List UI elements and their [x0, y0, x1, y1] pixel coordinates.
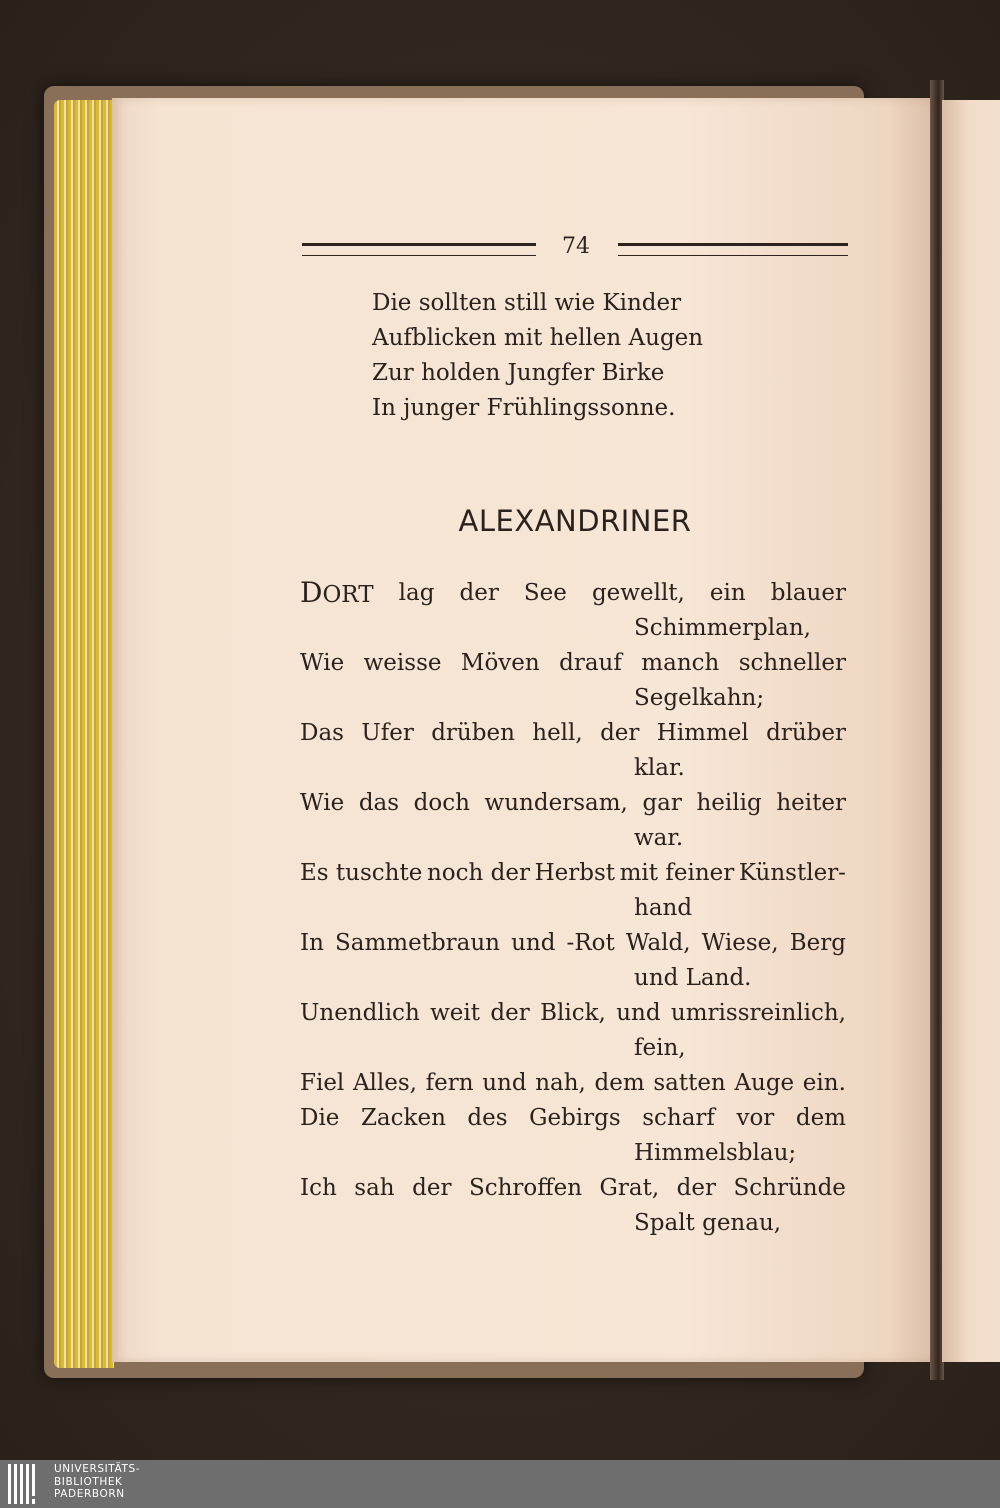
poem-line-continuation: Himmelsblau;: [634, 1140, 797, 1166]
poem-line: [300, 998, 846, 1028]
poem-word: des: [467, 1105, 508, 1131]
poem-word: dem: [594, 1070, 645, 1096]
library-name: [54, 1463, 140, 1501]
page-edges: [54, 100, 114, 1368]
library-name-line: UNIVERSITÄTS-: [54, 1463, 141, 1475]
poem-line: [300, 788, 846, 818]
poem-word: Berg: [789, 930, 846, 956]
poem-word: vor: [736, 1105, 775, 1131]
poem-word: wundersam,: [484, 790, 628, 816]
library-footer: [0, 1460, 1000, 1508]
poem-word: ein.: [802, 1070, 846, 1096]
poem-word: Auge: [734, 1070, 795, 1096]
poem-word: sah: [354, 1175, 395, 1201]
poem-word: Alles,: [352, 1070, 417, 1096]
poem-word: blauer: [770, 580, 846, 606]
poem-initial: D: [300, 576, 323, 609]
poem-word: Ich: [300, 1175, 337, 1201]
poem-line: [300, 1173, 846, 1203]
poem-line: [300, 1068, 846, 1098]
poem-line-continuation: Spalt genau,: [634, 1210, 782, 1236]
poem-word: umrissreinlich,: [670, 1000, 846, 1026]
poem-word: und: [616, 1000, 661, 1026]
verse-line: Aufblicken mit hellen Augen: [372, 325, 704, 351]
poem-word: Schroffen: [468, 1175, 583, 1201]
poem-word: der: [490, 1000, 530, 1026]
verse-line: Zur holden Jungfer Birke: [372, 360, 665, 386]
verse-line: In junger Frühlingssonne.: [372, 395, 676, 421]
poem-line-continuation: und Land.: [634, 965, 752, 991]
poem-word: Zacken: [360, 1105, 446, 1131]
poem-word: dem: [795, 1105, 846, 1131]
poem-word: drüber: [766, 720, 846, 746]
poem-word: In: [300, 930, 324, 956]
poem-word: mit feiner: [619, 860, 735, 886]
poem-word: der: [412, 1175, 452, 1201]
poem-word: schneller: [738, 650, 846, 676]
poem-initial-rest: ORT: [322, 582, 374, 608]
poem-word: weisse: [363, 650, 442, 676]
poem-title: ALEXANDRINER: [458, 504, 692, 538]
poem-word: Grat,: [599, 1175, 660, 1201]
page-number: 74: [562, 234, 590, 259]
poem-word: Fiel: [300, 1070, 345, 1096]
poem-initial-word: [300, 578, 374, 610]
poem-line-continuation: war.: [634, 825, 684, 851]
poem-word: drüben: [431, 720, 515, 746]
poem-word: Wie: [300, 790, 345, 816]
poem-word: lag: [398, 580, 435, 606]
poem-word: Sammetbraun: [335, 930, 500, 956]
poem-word: doch: [413, 790, 470, 816]
poem-word: weit: [430, 1000, 481, 1026]
poem-word: das: [358, 790, 400, 816]
poem-word: Künstler-: [738, 860, 846, 886]
poem-line: [300, 648, 846, 678]
poem-word: und: [511, 930, 556, 956]
poem-word: drauf: [559, 650, 622, 676]
poem-word: gar: [642, 790, 682, 816]
library-logo-icon: [6, 1462, 46, 1506]
poem-word: Unendlich: [300, 1000, 420, 1026]
poem-word: gewellt,: [591, 580, 685, 606]
poem-line: [300, 928, 846, 958]
poem-line: [300, 858, 846, 888]
poem-word: Es tuschte: [300, 860, 423, 886]
poem-word: See: [523, 580, 567, 606]
poem-line: [300, 718, 846, 748]
poem-word: hell,: [532, 720, 583, 746]
poem-word: heiter: [776, 790, 846, 816]
header-rule-right: [618, 243, 848, 256]
poem-word: Das: [300, 720, 344, 746]
poem-word: der: [600, 720, 640, 746]
poem-line-continuation: Schimmerplan,: [634, 615, 811, 641]
poem-word: heilig: [696, 790, 762, 816]
poem-word: Schründe: [733, 1175, 846, 1201]
poem-line-continuation: hand: [634, 895, 693, 921]
poem-word: Gebirgs: [529, 1105, 621, 1131]
poem-word: und: [482, 1070, 527, 1096]
verse-line: Die sollten still wie Kinder: [372, 290, 682, 316]
poem-word: fern: [425, 1070, 474, 1096]
poem-word: scharf: [642, 1105, 715, 1131]
poem-word: noch der: [426, 860, 530, 886]
library-name-line: BIBLIOTHEK: [54, 1475, 123, 1488]
poem-word: Möven: [460, 650, 540, 676]
poem-line: [300, 578, 846, 610]
poem-line-continuation: fein,: [634, 1035, 686, 1061]
poem-word: Die: [300, 1105, 340, 1131]
library-name-line: PADERBORN: [54, 1488, 125, 1500]
poem-word: der: [676, 1175, 717, 1201]
header-rule-left: [302, 243, 536, 256]
poem-word: -Rot: [566, 930, 615, 956]
poem-word: Blick,: [540, 1000, 606, 1026]
poem-word: Wiese,: [701, 930, 779, 956]
poem-word: Himmel: [656, 720, 749, 746]
poem-word: satten: [653, 1070, 726, 1096]
poem-word: Wie: [300, 650, 345, 676]
poem-word: der: [459, 580, 499, 606]
poem-word: ein: [709, 580, 746, 606]
poem-line-continuation: Segelkahn;: [634, 685, 765, 711]
poem-word: manch: [641, 650, 720, 676]
poem-line: [300, 1103, 846, 1133]
poem-word: Wald,: [625, 930, 691, 956]
poem-line-continuation: klar.: [634, 755, 685, 781]
poem-word: nah,: [535, 1070, 586, 1096]
poem-word: Herbst: [534, 860, 615, 886]
poem-word: Ufer: [361, 720, 414, 746]
facing-page: [942, 100, 1000, 1362]
